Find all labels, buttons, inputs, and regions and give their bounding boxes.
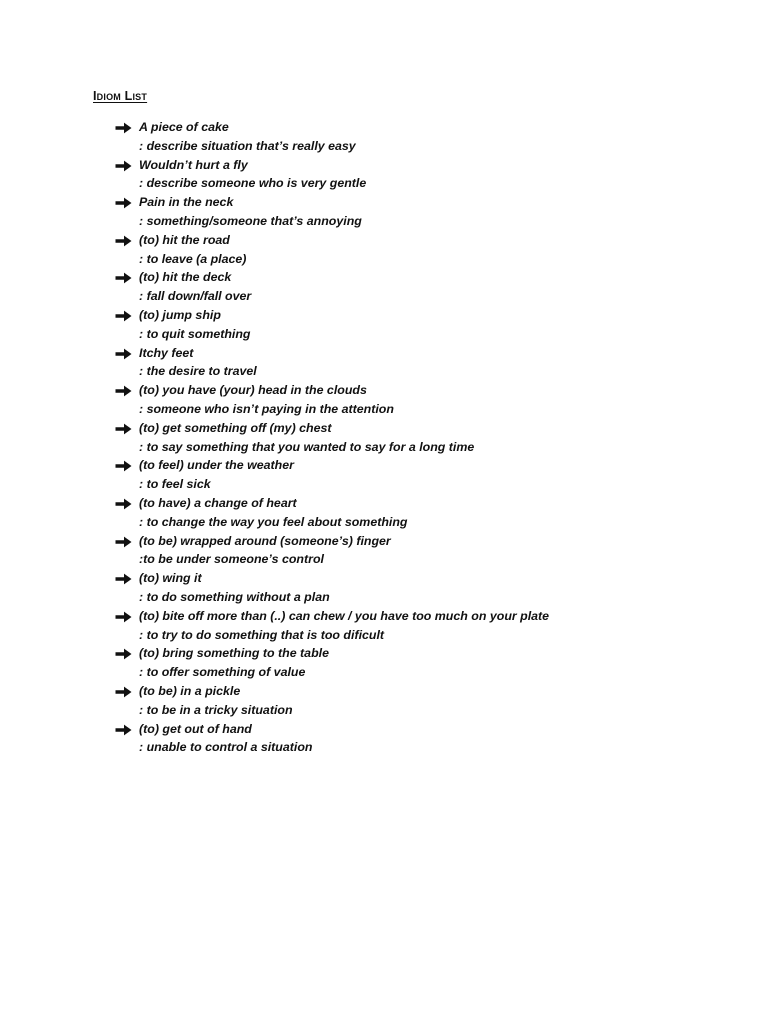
idiom-phrase-text: (to) hit the deck — [139, 270, 232, 285]
idiom-phrase — [115, 193, 715, 212]
idiom-phrase-text: Pain in the neck — [139, 195, 234, 210]
idiom-phrase-text: (to be) wrapped around (someone’s) finger — [139, 533, 391, 548]
idiom-meaning: : to leave (a place) — [139, 251, 247, 266]
right-arrow-icon — [115, 573, 132, 585]
idiom-phrase — [115, 118, 715, 137]
idiom-meaning: : to quit something — [139, 326, 251, 341]
right-arrow-icon — [115, 460, 132, 472]
idiom-phrase — [115, 456, 715, 475]
list-item — [115, 193, 715, 231]
idiom-list — [115, 118, 715, 757]
idiom-meaning: : to change the way you feel about something — [139, 514, 408, 529]
list-item — [115, 682, 715, 720]
idiom-phrase — [115, 607, 715, 626]
page-title: Idiom List — [93, 89, 148, 103]
idiom-phrase — [115, 156, 715, 175]
list-item — [115, 644, 715, 682]
idiom-meaning: : to feel sick — [139, 477, 211, 492]
right-arrow-icon — [115, 197, 132, 209]
idiom-phrase-text: (to feel) under the weather — [139, 458, 294, 473]
idiom-phrase — [115, 569, 715, 588]
right-arrow-icon — [115, 724, 132, 736]
right-arrow-icon — [115, 235, 132, 247]
list-item — [115, 344, 715, 382]
idiom-phrase — [115, 344, 715, 363]
right-arrow-icon — [115, 423, 132, 435]
idiom-phrase-text: Wouldn’t hurt a fly — [139, 157, 248, 172]
idiom-phrase-text: (to) bring something to the table — [139, 646, 329, 661]
idiom-phrase-text: (to be) in a pickle — [139, 683, 241, 698]
list-item — [115, 306, 715, 344]
list-item — [115, 607, 715, 645]
idiom-phrase — [115, 494, 715, 513]
idiom-phrase — [115, 682, 715, 701]
idiom-meaning: : to try to do something that is too dificult — [139, 627, 385, 642]
idiom-phrase — [115, 381, 715, 400]
idiom-meaning: : fall down/fall over — [139, 289, 252, 304]
idiom-phrase — [115, 532, 715, 551]
idiom-phrase-text: (to have) a change of heart — [139, 495, 297, 510]
idiom-meaning: : something/someone that’s annoying — [139, 213, 362, 228]
idiom-phrase — [115, 419, 715, 438]
right-arrow-icon — [115, 310, 132, 322]
idiom-meaning: : the desire to travel — [139, 364, 257, 379]
list-item — [115, 456, 715, 494]
list-item — [115, 118, 715, 156]
right-arrow-icon — [115, 160, 132, 172]
idiom-phrase — [115, 644, 715, 663]
idiom-meaning: : to offer something of value — [139, 665, 306, 680]
right-arrow-icon — [115, 611, 132, 623]
idiom-phrase-text: (to) you have (your) head in the clouds — [139, 383, 367, 398]
idiom-meaning: : describe situation that’s really easy — [139, 138, 356, 153]
list-item — [115, 381, 715, 419]
list-item — [115, 231, 715, 269]
idiom-phrase — [115, 268, 715, 287]
idiom-phrase — [115, 306, 715, 325]
right-arrow-icon — [115, 536, 132, 548]
list-item — [115, 156, 715, 194]
idiom-meaning: : to do something without a plan — [139, 589, 330, 604]
right-arrow-icon — [115, 348, 132, 360]
idiom-phrase-text: (to) get out of hand — [139, 721, 252, 736]
idiom-phrase-text: (to) wing it — [139, 571, 202, 586]
list-item — [115, 268, 715, 306]
idiom-phrase-text: (to) bite off more than (..) can chew / you have too much on your plate — [139, 608, 550, 623]
idiom-meaning: : unable to control a situation — [139, 740, 313, 755]
right-arrow-icon — [115, 272, 132, 284]
idiom-meaning: : someone who isn’t paying in the attention — [139, 401, 394, 416]
idiom-meaning: : describe someone who is very gentle — [139, 176, 367, 191]
idiom-phrase-text: (to) jump ship — [139, 307, 221, 322]
right-arrow-icon — [115, 686, 132, 698]
right-arrow-icon — [115, 648, 132, 660]
idiom-meaning: : to say something that you wanted to say for a long time — [139, 439, 475, 454]
idiom-phrase — [115, 720, 715, 739]
idiom-phrase-text: A piece of cake — [139, 120, 229, 134]
idiom-phrase-text: Itchy feet — [139, 345, 194, 360]
list-item — [115, 532, 715, 570]
right-arrow-icon — [115, 385, 132, 397]
list-item — [115, 569, 715, 607]
right-arrow-icon — [115, 498, 132, 510]
list-item — [115, 419, 715, 457]
idiom-phrase-text: (to) hit the road — [139, 232, 230, 247]
idiom-phrase — [115, 231, 715, 250]
idiom-meaning: :to be under someone’s control — [139, 552, 324, 567]
idiom-phrase-text: (to) get something off (my) chest — [139, 420, 332, 435]
idiom-meaning: : to be in a tricky situation — [139, 702, 293, 717]
right-arrow-icon — [115, 122, 132, 134]
list-item — [115, 494, 715, 532]
list-item — [115, 720, 715, 758]
